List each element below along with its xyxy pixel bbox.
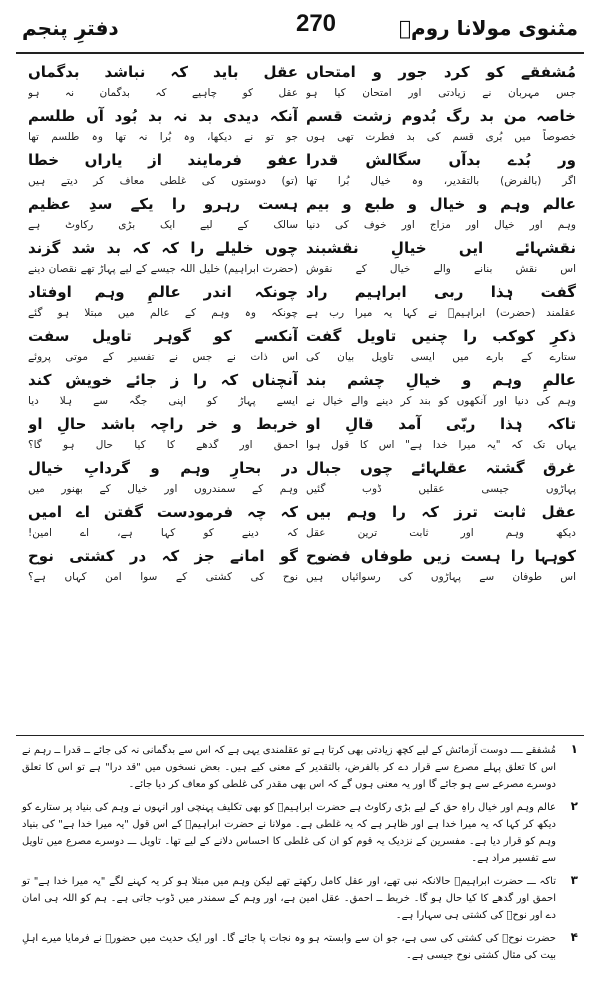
verse: عقل ثابت ترز کہ را وہم بیں (306, 503, 576, 521)
stanza (28, 104, 298, 148)
translation: (حضرت ابراہیم) خلیل اللہ جیسے کے لیے پہاڑ تھے نقصان دینے (28, 263, 298, 275)
translation: سالک کے لیے ایک بڑی رکاوٹ ہے (28, 219, 298, 231)
translation: وہم کی دنیا اور آنکھوں کو بند کر دینے والے خیال نے (306, 395, 576, 407)
verse: نقشہائے ایں خیالِ نقشبند (306, 239, 576, 257)
stanza (28, 368, 298, 412)
stanza (28, 500, 298, 544)
stanza (28, 456, 298, 500)
footnote-mark: ۳ (570, 873, 578, 887)
stanza (306, 368, 576, 412)
stanza (306, 324, 576, 368)
translation: چونکہ وہ وہم کے عالم میں مبتلا ہو گئے (28, 307, 298, 319)
verse: چونکہ اندر عالمِ وہم اوفتاد (28, 283, 298, 301)
translation: خصوصاً میں بُری قسم کی بد فطرت تھی ہوں (306, 131, 576, 143)
stanza (28, 324, 298, 368)
verse: عفو فرمایند از یاراں خطا (28, 151, 298, 169)
translation: اس نقش بنانے والے خیال کے نقوش (306, 263, 576, 275)
translation: دیکھ وہم اور ثابت ترین عقل (306, 527, 576, 539)
translation: اس ذات نے جس نے تفسیر کے موتی پروئے (28, 351, 298, 363)
verse: گو امانے جز کہ در کشتی نوح (28, 547, 298, 565)
verse: خربط و خر راچہ باشد حالِ او (28, 415, 298, 433)
translation: اس طوفان سے پہاڑوں کی رسوائیاں ہیں (306, 571, 576, 583)
verse: ہست رہرو را یکے سدِ عظیم (28, 195, 298, 213)
stanza (306, 456, 576, 500)
footnote (22, 742, 578, 793)
stanza (306, 60, 576, 104)
translation: احمق اور گدھے کا کیا حال ہو گا؟ (28, 439, 298, 451)
footnotes (22, 742, 578, 978)
stanza (306, 500, 576, 544)
translation: (تو) دوستوں کی غلطی معاف کر دیتے ہیں (28, 175, 298, 187)
stanza (28, 544, 298, 588)
verse: آنکہ دیدی بد نہ بد بُود آں طلسم (28, 107, 298, 125)
stanza (306, 544, 576, 588)
verse: غرق گشتہ عقلہائے چوں جبال (306, 459, 576, 477)
header-rule (16, 52, 584, 54)
translation: ایسے پہاڑ کو اپنی جگہ سے ہلا دیا (28, 395, 298, 407)
verse: ور بُدے بدآں سگالش قدرا (306, 151, 576, 169)
translation: جو تو نے دیکھا، وہ بُرا نہ تھا وہ طلسم تھا (28, 131, 298, 143)
stanza (28, 280, 298, 324)
verse: آنچناں کہ را ز جائے خویش کند (28, 371, 298, 389)
book-title: مثنوی مولانا رومؒ (399, 16, 578, 40)
verse: عالمِ وہم و خیالِ چشم بند (306, 371, 576, 389)
footnote-rule (16, 735, 584, 736)
stanza (306, 104, 576, 148)
page-number: 270 (295, 10, 337, 37)
footnote (22, 930, 578, 964)
verse: خاصہ من بد رگ بُدوم زشت قسم (306, 107, 576, 125)
verse: گفت ہٰذا ربی ابراہیم راد (306, 283, 576, 301)
stanza (28, 236, 298, 280)
stanza (306, 412, 576, 456)
footnote-text: حضرت نوحؑ کی کشتی کی سی ہے، جو ان سے وابستہ ہو وہ نجات پا جائے گا۔ اور ایک حدیث میں حضورؐ نے فرمایا میرے اہلِ بیت کی مثال کشتی نوح جیسی ہے۔ (22, 933, 556, 961)
translation: پہاڑوں جیسی عقلیں ڈوب گئیں (306, 483, 576, 495)
verse: مُشفقے کو کرد جور و امتحاں (306, 63, 576, 81)
stanza (306, 280, 576, 324)
verse: ذکرِ کوکب را چنیں تاویل گفت (306, 327, 576, 345)
footnote-mark: ۲ (570, 799, 578, 813)
stanza (28, 60, 298, 104)
right-column (306, 60, 576, 730)
stanza (306, 148, 576, 192)
footnote (22, 873, 578, 924)
footnote-text: تاکہ ـــ حضرت ابراہیمؑ حالانکہ نبی تھے، اور عقل کامل رکھتے تھے لیکن وہم میں مبتلا ہو کر یہ کہنے لگے "یہ میرا خدا ہے" تو احمق اور گدھے کا کیا حال ہو گا۔ خربط ــ احمق۔ عقل امین ہے، اور وہم کے سمندر میں ڈوب جاتی ہے۔ ہم کو اللہ ہی امان دے اور نوحؑ کی کشتی ہی سہارا ہے۔ (22, 876, 556, 921)
footnote (22, 799, 578, 867)
translation: نوح کی کشتی کے سوا امن کہاں ہے؟ (28, 571, 298, 583)
stanza (306, 192, 576, 236)
translation: عقل کو چاہیے کہ بدگمان نہ ہو (28, 87, 298, 99)
translation: اگر (بالفرض) بالتقدیر، وہ خیال بُرا تھا (306, 175, 576, 187)
translation: کہ دینے کو کہا ہے، اے امین! (28, 527, 298, 539)
page-header (16, 8, 584, 48)
left-column (28, 60, 298, 730)
footnote-text: عالم وہم اور خیال راہِ حق کے لیے بڑی رکاوٹ ہے حضرت ابراہیمؑ کو بھی تکلیف پہنچی اور انہوں نے وہم کی بنیاد پر ستارے کو دیکھ کر کہا کہ یہ میرا خدا ہے اور ظاہر ہے کہ یہ غلطی ہے۔ مولانا نے حضرت ابراہیمؑ کے اس قول "یہ میرا خدا ہے" کی بنیاد وہم کو قرار دیا ہے۔ مفسرین کے نزدیک یہ قوم کو ان کی غلطی کا احساس دلانے کے لیے تھا۔ تاویل ـــ دوسرے مصرع میں تاویل سے تفسیر مراد ہے۔ (22, 802, 556, 864)
footnote-text: مُشفقے ــــ دوست آزمائش کے لیے کچھ زیادتی بھی کرتا ہے تو عقلمندی یہی ہے کہ اس سے بدگمانی نہ کی جائے ــ قدرا ــ رہم نے اس کا تعلق پہلے مصرع سے قرار دے کر بالفرض، بالتقدیر کے معنی کیے ہیں۔ بعض نسخوں میں "قد درا" ہے تو اس کا تعلق دوسرے مصرعے سے ہو جائے گا اور یہ معنی ہوں گے کہ اس بھی مقدر کی غلطی کو معاف کر دیا جائے۔ (22, 745, 556, 790)
translation: وہم اور خیال اور مزاج اور خوف کی دنیا (306, 219, 576, 231)
translation: ستارے کے بارے میں ایسی تاویل بیان کی (306, 351, 576, 363)
volume-label: دفترِ پنجم (22, 16, 119, 40)
stanza (28, 148, 298, 192)
translation: عقلمند (حضرت) ابراہیمؑ نے کہا یہ میرا رب ہے (306, 307, 576, 319)
stanza (28, 192, 298, 236)
verse: چوں خلیلے را کہ کہ بد شد گزند (28, 239, 298, 257)
verse: آنکسے کو گوہر تاویل سفت (28, 327, 298, 345)
verse: در بحارِ وہم و گردابِ خیال (28, 459, 298, 477)
stanza (28, 412, 298, 456)
footnote-mark: ۱ (570, 742, 578, 756)
translation: وہم کے سمندروں اور خیال کے بھنور میں (28, 483, 298, 495)
verse: کہ چہ فرمودست گفتن اے امیں (28, 503, 298, 521)
stanza (306, 236, 576, 280)
footnote-mark: ۴ (570, 930, 578, 944)
verse: کوہہا را ہست زیں طوفاں فضوح (306, 547, 576, 565)
verse: عالم وہم و خیال و طبع و بیم (306, 195, 576, 213)
verse: تاکہ ہٰذا ربّی آمد قالِ او (306, 415, 576, 433)
verse: عقل باید کہ نباشد بدگماں (28, 63, 298, 81)
translation: جس مہربان نے زیادتی اور امتحان کیا ہو (306, 87, 576, 99)
translation: یہاں تک کہ "یہ میرا خدا ہے" اس کا قول ہوا (306, 439, 576, 451)
